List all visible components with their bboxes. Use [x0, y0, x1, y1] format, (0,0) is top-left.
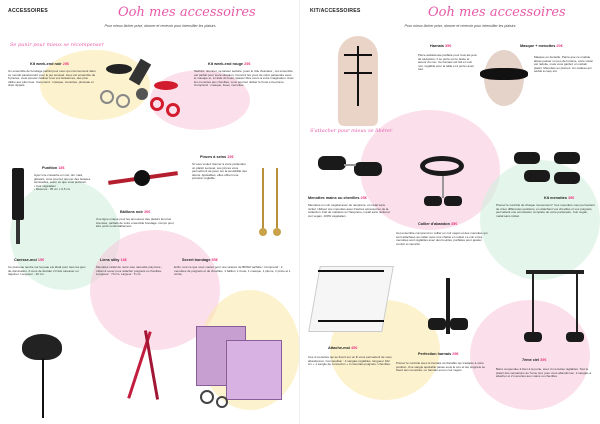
product-title: 7ème ciel 39€ — [522, 358, 547, 362]
product-title: Punition 18€ — [42, 166, 65, 170]
product-desc: Pièce audacieuse parfaite pour tous les jeux de séduction, il se porte sur le buste et autour du cou. Ce harnais est fait en cuir noir, réglable pour la taille et à porter avec tout. — [418, 53, 477, 72]
product-image-kit-rouge — [150, 75, 195, 125]
product-title: Harnais 35€ — [430, 44, 452, 48]
product-image-feather — [18, 330, 78, 420]
product-desc: Menottes nickel de notre soie naturelle polymère ; ruban à nouer pour attacher poignets et chevilles. Longueur : 70 cm. Largeur : 5 cm. — [96, 265, 163, 277]
product-desc: Un ensemble de bondage parfait pour ceux qui commencent dans ce monde passionnant pour le jeu sensuel. Avec cet ensemble de 6 pièces, vous pouvez réaliser tous vos fantasmes, des plus câlins aux plus fous. Comprend : masque, menottes, plumeau et clips nippels. — [8, 69, 96, 88]
product-desc: Cet ensemble comprend un collier en cuir vegan et des menottes qui sont attachées au collier avec une chaîne en métal. Le cuir et les menottes sont réglables avec des boucles, parfaites pour ajuster confort et sécurité. — [396, 231, 488, 246]
product-desc: Séduire, dominer, se laisser séduire, jouer le rôle d'esclave ; cet ensemble est parfait pour toute situation. Couvrez les yeux de votre partenaire avec le masque et, à l'aide du fouet, laissez libre cours à votre imagination. Avec les menottes aux chevilles, vous pourrez utiliser le fouet et la plume. Comprend : masque, fouet, menottes. — [194, 69, 294, 88]
page-subtitle: Pour mieux lâcher prise, donner et recevoir pour intensifier les plaisirs — [104, 24, 216, 28]
product-desc: Une ligne unique pour les amoureux des plaisirs les plus intenses, parfaits de votre ensemble bondage. Conçu pour être porté confortablement. — [96, 217, 174, 229]
product-title: Secret bondage 55€ — [182, 258, 218, 262]
product-image-cuffs — [318, 146, 388, 190]
product-desc: Ces 4 menottes qui se fixent sur un lit vous permettent de vous abandonner. Composition : 4 sangles réglables, longueur 102 cm + 1 sangle de connexion + 4 menottes poignets / chevilles. — [308, 355, 392, 367]
product-image-cuff-kit — [510, 146, 590, 190]
product-image-red-ribbon — [120, 330, 180, 410]
product-title: Kit menottes 39€ — [544, 196, 575, 200]
product-desc: Enfin, tout ce que vous voulez pour une séance de BDSM parfaite ! Comprend : 2 menottes de poignets et de chevilles, 1 bâillon, 1 fouet, 1 masque, 1 plume, 1 pince et 1 corde. — [174, 265, 291, 277]
product-title: Collier d'abandon 35€ — [418, 222, 458, 226]
product-title: Masque + menottes 20€ — [520, 44, 563, 48]
product-image-gag — [108, 160, 178, 204]
product-title: Kit week-end rouge 25€ — [208, 62, 251, 66]
product-desc: Prenez le contrôle avec le harnais confortable qui s'adapte à votre position. Une sangle ajustable passe sous le cou et les poignets se fixent aux menottes. Le harnais est en cuir vegan. — [396, 361, 486, 373]
product-image-collar — [410, 150, 476, 216]
product-image-secret-box — [186, 320, 286, 416]
product-title: Kit week-end noir 25€ — [30, 62, 70, 66]
page-title: Ooh mes accessoires — [118, 5, 256, 20]
product-image-bed-restraints — [308, 260, 394, 340]
product-image-clamps — [256, 168, 286, 238]
product-image-door-swing — [520, 268, 590, 352]
product-title: Perfection harnais 25€ — [418, 352, 459, 356]
product-desc: Ce plumeau tendre sur la peau est idéal pour tous les jeux de domination. A vous de décider s'il doit caresser ou taquiner. Longueur : 46 cm. — [8, 265, 86, 277]
product-title: Attache-moi 45€ — [328, 346, 358, 350]
product-desc: Si vous voulez donner à votre partenaire un plaisir sensuel, ces pinces vous permettront de jouer sur la sensibilité des tétons. Ajustables, elles offrent une pression réglable. — [192, 162, 247, 181]
page-title: Ooh mes accessoires — [428, 5, 566, 20]
product-title: Menottes mains ou chevilles 25€ — [308, 196, 367, 200]
section-label: KIT/ACCESSOIRES — [310, 8, 361, 14]
product-title: Bâillons noir 20€ — [120, 210, 151, 214]
product-desc: Masque en dentelle. Parce que ce modèle laisse passer un peu de lumière, votre vision est réduite, mais vous gardez un certain plaisir. Menottes en plumes. Un cadeau qui séduit à coup sûr. — [534, 55, 594, 74]
product-image-paddle — [10, 168, 30, 248]
page-subtitle: Pour mieux lâcher prise, donner et recevoir pour intensifier les plaisirs — [404, 24, 516, 28]
product-title: Pinces à seins 15€ — [200, 155, 234, 159]
section-label: ACCESSOIRES — [8, 8, 48, 14]
product-image-kit-noir — [98, 60, 158, 120]
product-desc: Barre suspendue à fixer à la porte, avec 4 menottes réglables. Tout le plaisir des sensations au 7ème ciel, pour vous abandonner. 2 sangles à attacher et 2 menottes aux mains ou chevilles. — [496, 367, 592, 379]
product-desc: Prenez le contrôle de chaque mouvement ! Ces menottes vous permettent de créer différentes positions, en attachant vos chevilles et vos poignets, permettant une soumission complète de votre partenaire. Cuir vegan, métal sans nickel. — [496, 203, 595, 218]
product-title: Liens silky 18€ — [100, 258, 127, 262]
section-subhead: Se punir pour mieux se récompenser — [10, 42, 104, 48]
product-desc: Ayez une cravache en cuir, dur mais glissant, vous pourrez donner des fessées sensuelles, selon ce que vous préférez. • Cuir végétalien • Mesures : 35 cm x 6,5 cm — [34, 173, 91, 192]
product-image-lace-mask — [476, 50, 532, 110]
section-subhead: S'attacher pour mieux se libérer — [310, 128, 393, 134]
product-image-perfection-harness — [420, 278, 480, 348]
product-desc: Menottes en cuir végétal avec du néoprène, et métal sans nickel. Utilisez ces menottes avec d'autres accessoires de la collection. Fait de matières en Néoprène, métal sans nickel et cuir vegan. 100% végétalien. — [308, 203, 390, 218]
product-image-harness — [310, 36, 406, 126]
product-title: Caresse-moi 15€ — [14, 258, 45, 262]
right-page — [300, 0, 600, 424]
